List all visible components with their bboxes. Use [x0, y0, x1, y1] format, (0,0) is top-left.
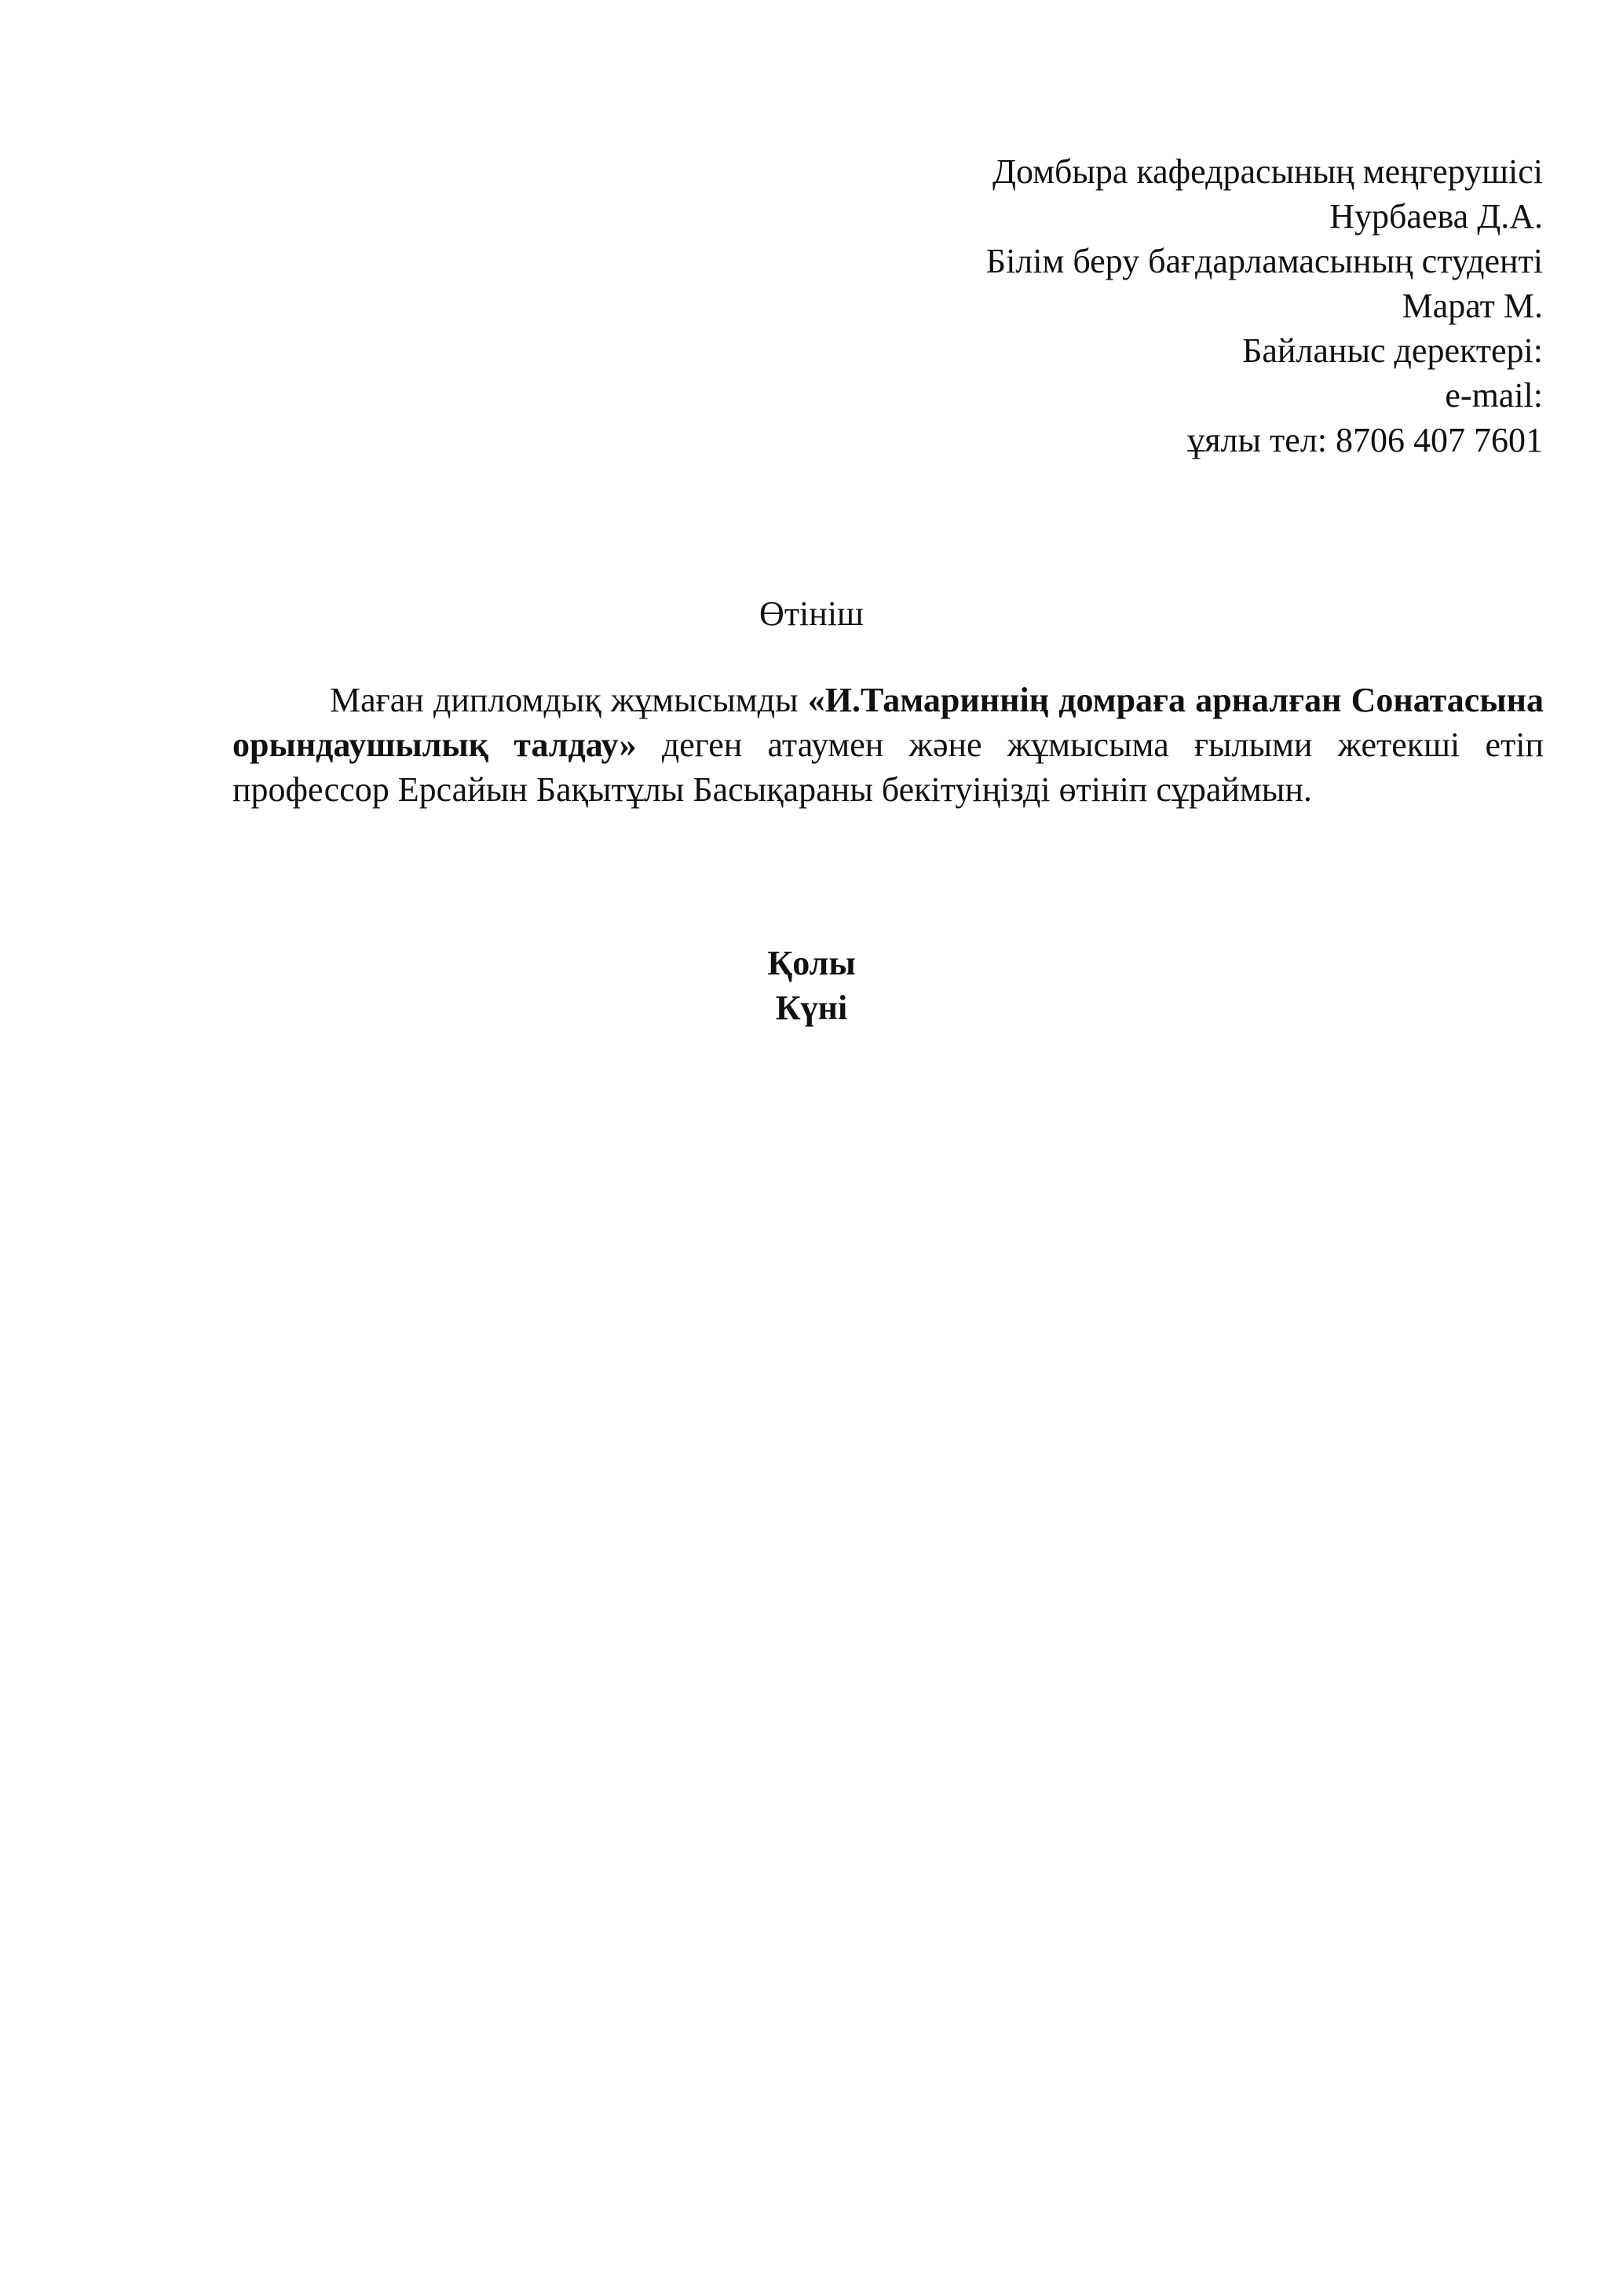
header-line-student-program: Білім беру бағдарламасының студенті: [985, 242, 1543, 280]
header-line-contact-label: Байланыс деректері:: [1242, 331, 1543, 370]
header-line-email: e-mail:: [1445, 376, 1543, 415]
date-label: Күні: [775, 989, 848, 1027]
paragraph-rest: деген атаумен және жұмысыма ғылыми жетекші етіп профессор Ерсайын Бақытұлы Басықараны бекітуіңізді өтініп сұраймын.: [232, 726, 1544, 809]
addressee-block: [679, 149, 1543, 462]
thesis-title: «И.Тамариннің домраға арналған Сонатасына орындаушылық талдау»: [232, 681, 1544, 764]
signature-block: [0, 941, 1623, 1030]
header-line-department-head: Домбыра кафедрасының меңгерушісі: [992, 152, 1543, 191]
document-title: Өтініш: [759, 594, 864, 633]
signature-label: Қолы: [767, 944, 856, 982]
paragraph-intro: Маған дипломдық жұмысымды: [330, 681, 808, 719]
application-paragraph: [232, 678, 1544, 812]
header-line-phone: ұялы тел: 8706 407 7601: [1187, 421, 1543, 459]
header-line-head-name: Нурбаева Д.А.: [1329, 197, 1543, 236]
header-line-student-name: Марат М.: [1402, 287, 1543, 325]
